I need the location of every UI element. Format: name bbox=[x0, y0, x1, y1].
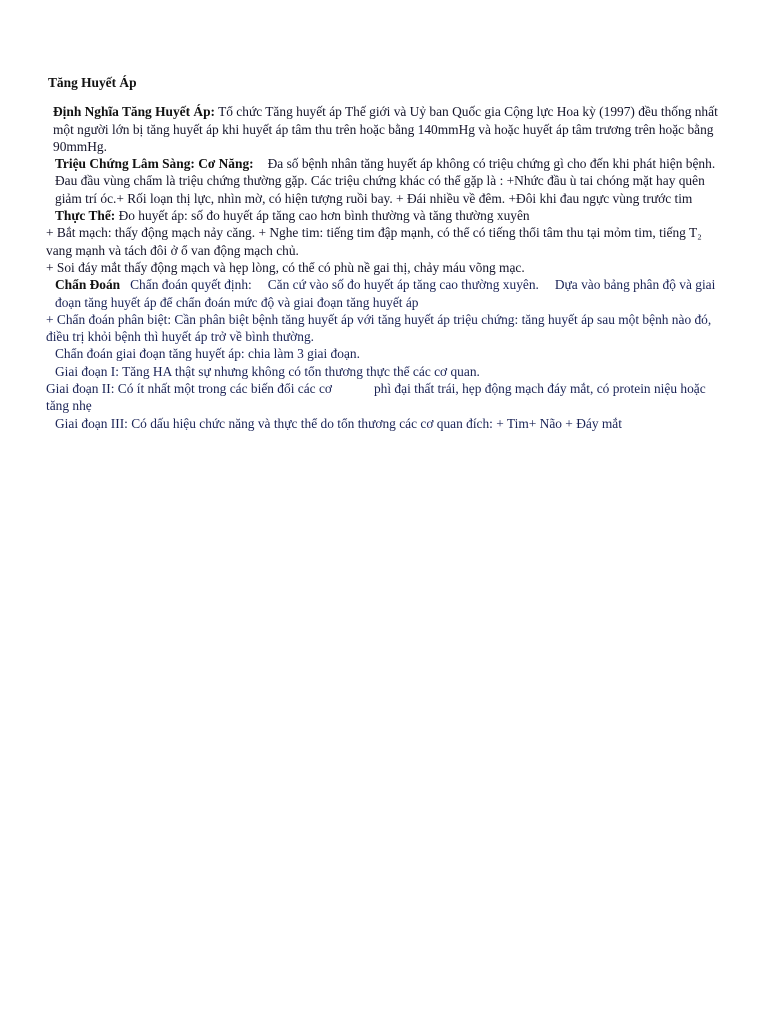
diagnosis-definitive-label: Chẩn đoán quyết định: bbox=[130, 277, 252, 293]
document-page bbox=[46, 74, 726, 432]
physical-line-2: + Bắt mạch: thấy động mạch nảy căng. + Nghe tim: tiếng tim đập mạnh, có thể có tiếng thổi tâm thu tại mỏm tim, tiếng T₂ vang mạnh và tách đôi ở ổ van động mạch chủ. bbox=[46, 225, 702, 258]
physical-heading: Thực Thể: bbox=[55, 208, 116, 224]
stage-1: Giai đoạn I: Tăng HA thật sự nhưng không có tổn thương thực thể các cơ quan. bbox=[55, 363, 480, 379]
document-title: Tăng Huyết Áp bbox=[48, 75, 137, 90]
stage-2-part-b: phì đại thất trái, hẹp động mạch đáy mắt, có protein niệu hoặc tăng nhẹ bbox=[46, 381, 706, 414]
physical-line-3: + Soi đáy mắt thấy động mạch và hẹp lòng, có thể có phù nề gai thị, chảy máu võng mạc. bbox=[46, 259, 525, 275]
stages-intro: Chẩn đoán giai đoạn tăng huyết áp: chia làm 3 giai đoạn. bbox=[55, 346, 360, 362]
physical-paragraph bbox=[46, 207, 726, 224]
diagnosis-paragraph bbox=[46, 276, 726, 311]
stage-2-part-a: Giai đoạn II: Có ít nhất một trong các biến đổi các cơ bbox=[46, 381, 332, 397]
stage-3: Giai đoạn III: Có dấu hiệu chức năng và thực thể do tổn thương các cơ quan đích: + Tim+ Não + Đáy mắt bbox=[55, 415, 622, 431]
definition-heading: Định Nghĩa Tăng Huyết Áp: bbox=[53, 104, 215, 120]
stage-2 bbox=[46, 380, 726, 415]
diagnosis-heading: Chẩn Đoán bbox=[55, 277, 121, 293]
differential-diagnosis: + Chẩn đoán phân biệt: Cần phân biệt bệnh tăng huyết áp với tăng huyết áp triệu chứng: tăng huyết áp sau một bệnh nào đó, điều trị khỏi bệnh thì huyết áp trở về bình thường. bbox=[46, 311, 712, 345]
symptoms-heading: Triệu Chứng Lâm Sàng: Cơ Năng: bbox=[55, 156, 254, 172]
symptoms-paragraph bbox=[46, 155, 726, 207]
physical-line-1: Đo huyết áp: số đo huyết áp tăng cao hơn bình thường và tăng thường xuyên bbox=[115, 208, 530, 224]
definition-paragraph bbox=[46, 103, 726, 155]
definition-text: Tổ chức Tăng huyết áp Thế giới và Uỷ ban Quốc gia Cộng lực Hoa kỳ (1997) đều thống nhất một người lớn bị tăng huyết áp khi huyết áp tâm thu trên hoặc bằng 140mmHg và hoặc huyết áp tâm trương trên hoặc bằng 90mmHg. bbox=[53, 104, 718, 154]
diagnosis-staging-text: Dựa vào bảng phân độ và giai đoạn tăng huyết áp để chẩn đoán mức độ và giai đoạn tăng huyết áp bbox=[55, 277, 716, 310]
diagnosis-definitive-text: Căn cứ vào số đo huyết áp tăng cao thường xuyên. bbox=[267, 277, 539, 293]
symptoms-text: Đa số bệnh nhân tăng huyết áp không có triệu chứng gì cho đến khi phát hiện bệnh. Đau đầu vùng chẩm là triệu chứng thường gặp. Các triệu chứng khác có thể gặp là : +Nhức đầu ù tai chóng mặt hay quên giảm trí óc.+ Rối loạn thị lực, nhìn mờ, có hiện tượng ruồi bay. + Đái nhiều về đêm. +Đôi khi đau ngực vùng trước tim bbox=[55, 156, 716, 206]
